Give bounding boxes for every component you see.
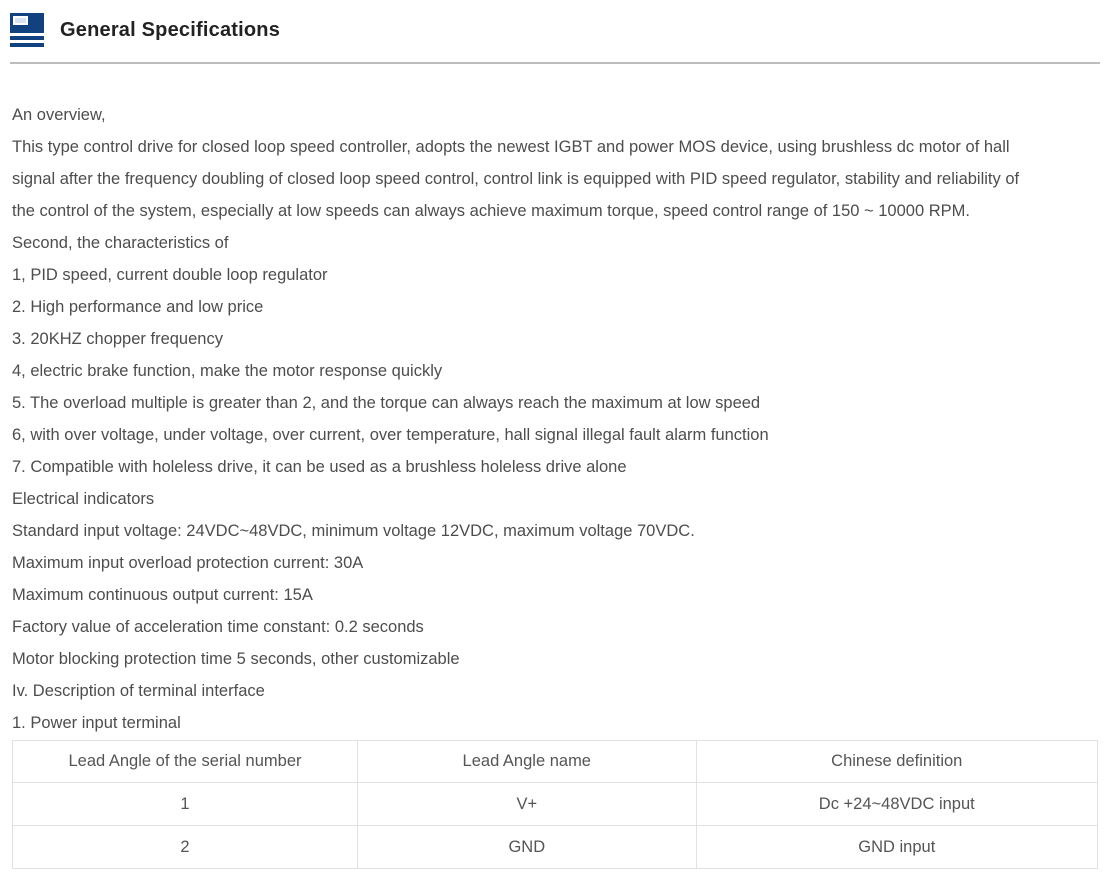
text-line: This type control drive for closed loop speed controller, adopts the newest IGBT and power MOS device, using brushless dc motor of hall: [12, 138, 1010, 156]
text-line: Maximum input overload protection current: 30A: [12, 554, 364, 572]
text-line: Electrical indicators: [12, 490, 155, 508]
text-line: Maximum continuous output current: 15A: [12, 586, 313, 604]
text-line: 7. Compatible with holeless drive, it can be used as a brushless holeless drive alone: [12, 458, 627, 476]
news-list-icon: [10, 13, 44, 47]
text-line: 3. 20KHZ chopper frequency: [12, 330, 223, 348]
table-row: [13, 783, 1098, 826]
section-header: [0, 0, 1115, 47]
table-cell: GND: [358, 826, 697, 869]
text-line: 6, with over voltage, under voltage, over current, over temperature, hall signal illegal fault alarm function: [12, 426, 769, 444]
text-line: the control of the system, especially at low speeds can always achieve maximum torque, speed control range of 150 ~ 10000 RPM.: [12, 202, 970, 220]
table-cell: V+: [358, 783, 697, 826]
table-cell: GND input: [696, 826, 1097, 869]
table-body: [13, 783, 1098, 869]
text-line: 5. The overload multiple is greater than 2, and the torque can always reach the maximum at low speed: [12, 394, 761, 412]
description-text: [0, 99, 1115, 739]
table-header-row: [13, 741, 1098, 783]
text-line: Standard input voltage: 24VDC~48VDC, minimum voltage 12VDC, maximum voltage 70VDC.: [12, 522, 695, 540]
text-line: 4, electric brake function, make the motor response quickly: [12, 362, 443, 380]
table-header-cell: Lead Angle of the serial number: [13, 741, 358, 783]
text-line: signal after the frequency doubling of closed loop speed control, control link is equipped with PID speed regulator, stability and reliability of: [12, 170, 1020, 188]
text-line: Factory value of acceleration time constant: 0.2 seconds: [12, 618, 424, 636]
text-line: Motor blocking protection time 5 seconds, other customizable: [12, 650, 460, 668]
page-title: General Specifications: [60, 18, 281, 41]
table-cell: 1: [13, 783, 358, 826]
text-line: 2. High performance and low price: [12, 298, 264, 316]
table-row: [13, 826, 1098, 869]
terminal-spec-table: [12, 740, 1098, 869]
text-line: Second, the characteristics of: [12, 234, 229, 252]
table-header-cell: Lead Angle name: [358, 741, 697, 783]
table-cell: Dc +24~48VDC input: [696, 783, 1097, 826]
text-line: 1. Power input terminal: [12, 714, 181, 732]
table-header-cell: Chinese definition: [696, 741, 1097, 783]
text-line: 1, PID speed, current double loop regulator: [12, 266, 328, 284]
text-line: Iv. Description of terminal interface: [12, 682, 265, 700]
header-divider: [10, 62, 1100, 64]
table-cell: 2: [13, 826, 358, 869]
text-line: An overview,: [12, 106, 106, 124]
